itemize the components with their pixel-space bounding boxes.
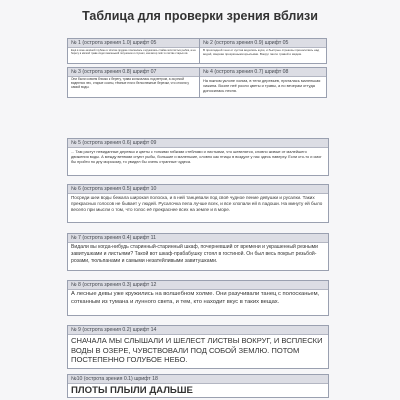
test-box-header: № 9 (острота зрения 0.2) шрифт 14 [68, 326, 328, 335]
test-box-1 [67, 38, 201, 64]
test-box-header: № 1 (острота зрения 1.0) шрифт 05 [68, 39, 200, 48]
test-box-text: В прохладной тени от кустов водились жуки, и быстрые стрекозы проносились над водой, сверкая прозрачными крыльями. Вокруг пахло травой и мёдом. [203, 48, 320, 56]
test-box-header: № 5 (острота зрения 0.6) шрифт 09 [68, 139, 328, 148]
test-box-text: Видали вы когда-нибудь старинный-старинный шкаф, почерневший от времени и украшенный резными завитушками и листьями? Такой вот шкаф-прабабушку стоял в гостиной. Он был весь покрыт резьбой-розами, тюльпанами и самыми незатейливыми завитушками. [71, 244, 318, 264]
test-box-text: На южном уклоне холма, в тени деревьев, пряталась маленькая хижина. Возле неё росли цветы и травы, а по вечерам оттуда доносилась песня. [203, 78, 321, 93]
test-box-text: Они были совсем близко к берегу, трава колыхалась под ветром, а за рекой виднелся лес, старые сосны, тёмные ели и белоснежные березки, что стояли у самой воды. [71, 77, 190, 89]
test-box-3 [67, 67, 201, 98]
test-box-header: № 3 (острота зрения 0.8) шрифт 07 [68, 68, 200, 77]
test-box-8 [67, 280, 329, 316]
test-box-6 [67, 184, 329, 223]
test-box-text: Ещё в сине-зелёной глубине в тёплом прудике плескалась и кружилась стайка золотистых рыбок, а на берегу в мягкой траве сидел маленький лягушонок и слушал, как ветер поёт в листве старых ив. [71, 49, 196, 56]
page-title: Таблица для проверки зрения вблизи [82, 9, 318, 23]
test-box-text: Посреди шеи воды бежала широкая полоска, и в ней танцевали под своё чудное пение девушки и русалки. Таких прекрасных голосов не бывает у людей. Русалочка пела лучше всех, и все хлопали ей в ладоши. На минуту ей было весело при мысли о том, что голос её прекраснее всех на земле и в море. [71, 195, 323, 213]
test-box-header: №10 (острота зрения 0.1) шрифт 18 [68, 375, 328, 384]
test-box-4 [199, 67, 327, 98]
test-box-10 [67, 374, 329, 398]
test-box-header: № 8 (острота зрения 0.3) шрифт 12 [68, 281, 328, 290]
test-box-text: А лесные девы уже кружились на волшебном холме. Они разучивали танец с полосканьем, сотканным из тумана и лунного света, и тем, кто находит вкус в таких вещах. [71, 291, 320, 305]
test-box-text: СНАЧАЛА МЫ СЛЫШАЛИ И ШЕЛЕСТ ЛИСТВЫ ВОКРУГ, И ВСПЛЕСКИ ВОДЫ В ОЗЕРЕ, ЧУВСТВОВАЛИ ПОД СОБОЙ ЗЕМЛЮ. ПОТОМ ПОСТЕПЕННО ГОЛУБОЕ НЕБО. [71, 336, 323, 365]
test-box-header: № 7 (острота зрения 0.4) шрифт 11 [68, 234, 328, 243]
test-box-7 [67, 233, 329, 271]
test-box-text: ... Там растут невиданные деревья и цветы с тонкими гибкими стеблями и листьями, что шевелятся, словно живые от малейшего движения воды. А между ветвями снуют рыбы, большие и маленькие, словно как птицы в воздухе у нас здесь наверху. Если кто-то и смог бы пройти по дну морскому, то увидел бы очень странные чудеса. [71, 149, 322, 164]
test-box-header: № 6 (острота зрения 0.5) шрифт 10 [68, 185, 328, 194]
test-box-2 [199, 38, 327, 64]
test-box-header: № 2 (острота зрения 0.9) шрифт 05 [200, 39, 326, 48]
test-box-5 [67, 138, 329, 176]
test-box-text: ПЛОТЫ ПЛЫЛИ ДАЛЬШЕ [71, 385, 193, 396]
test-box-header: № 4 (острота зрения 0.7) шрифт 08 [200, 68, 326, 77]
test-box-9 [67, 325, 329, 369]
